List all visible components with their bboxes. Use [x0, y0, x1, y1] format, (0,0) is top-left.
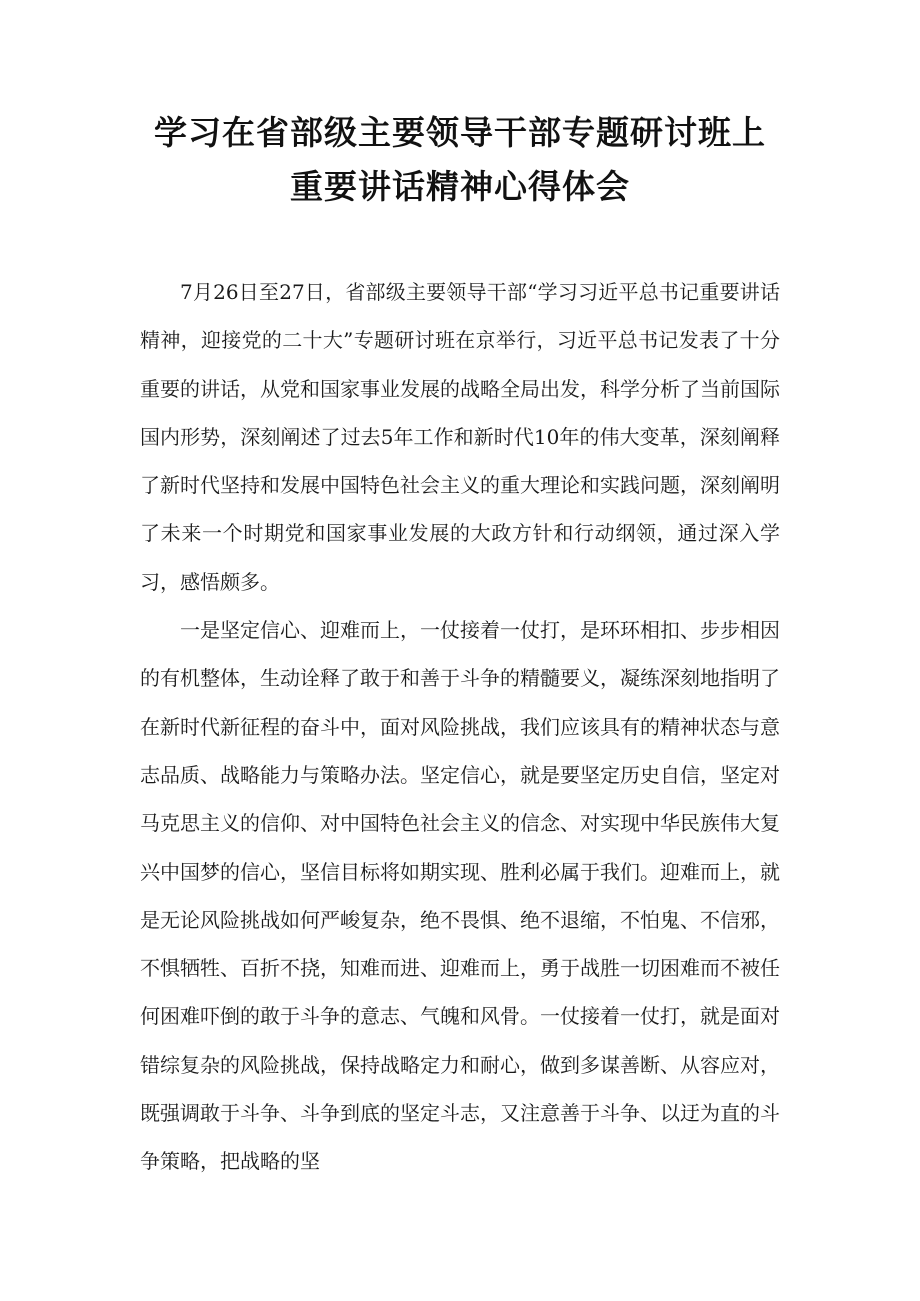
document-body	[140, 268, 780, 1186]
paragraph-point-one: 一是坚定信心、迎难而上，一仗接着一仗打，是环环相扣、步步相因的有机整体，生动诠释了敢于和善于斗争的精髓要义，凝练深刻地指明了在新时代新征程的奋斗中，面对风险挑战，我们应该具有的精神状态与意志品质、战略能力与策略办法。坚定信心，就是要坚定历史自信，坚定对马克思主义的信仰、对中国特色社会主义的信念、对实现中华民族伟大复兴中国梦的信心，坚信目标将如期实现、胜利必属于我们。迎难而上，就是无论风险挑战如何严峻复杂，绝不畏惧、绝不退缩，不怕鬼、不信邪，不惧牺牲、百折不挠，知难而进、迎难而上，勇于战胜一切困难而不被任何困难吓倒的敢于斗争的意志、气魄和风骨。一仗接着一仗打，就是面对错综复杂的风险挑战，保持战略定力和耐心，做到多谋善断、从容应对，既强调敢于斗争、斗争到底的坚定斗志，又注意善于斗争、以迂为直的斗争策略，把战略的坚	[140, 618, 780, 1174]
paragraph-intro: 7月26日至27日，省部级主要领导干部“学习习近平总书记重要讲话精神，迎接党的二十大”专题研讨班在京举行，习近平总书记发表了十分重要的讲话，从党和国家事业发展的战略全局出发，科学分析了当前国际国内形势，深刻阐述了过去5年工作和新时代10年的伟大变革，深刻阐释了新时代坚持和发展中国特色社会主义的重大理论和实践问题，深刻阐明了未来一个时期党和国家事业发展的大政方针和行动纲领，通过深入学习，感悟颇多。	[140, 280, 780, 594]
document-title-line-1: 学习在省部级主要领导干部专题研讨班上	[154, 113, 766, 152]
document-title-line-2: 重要讲话精神心得体会	[290, 167, 630, 206]
